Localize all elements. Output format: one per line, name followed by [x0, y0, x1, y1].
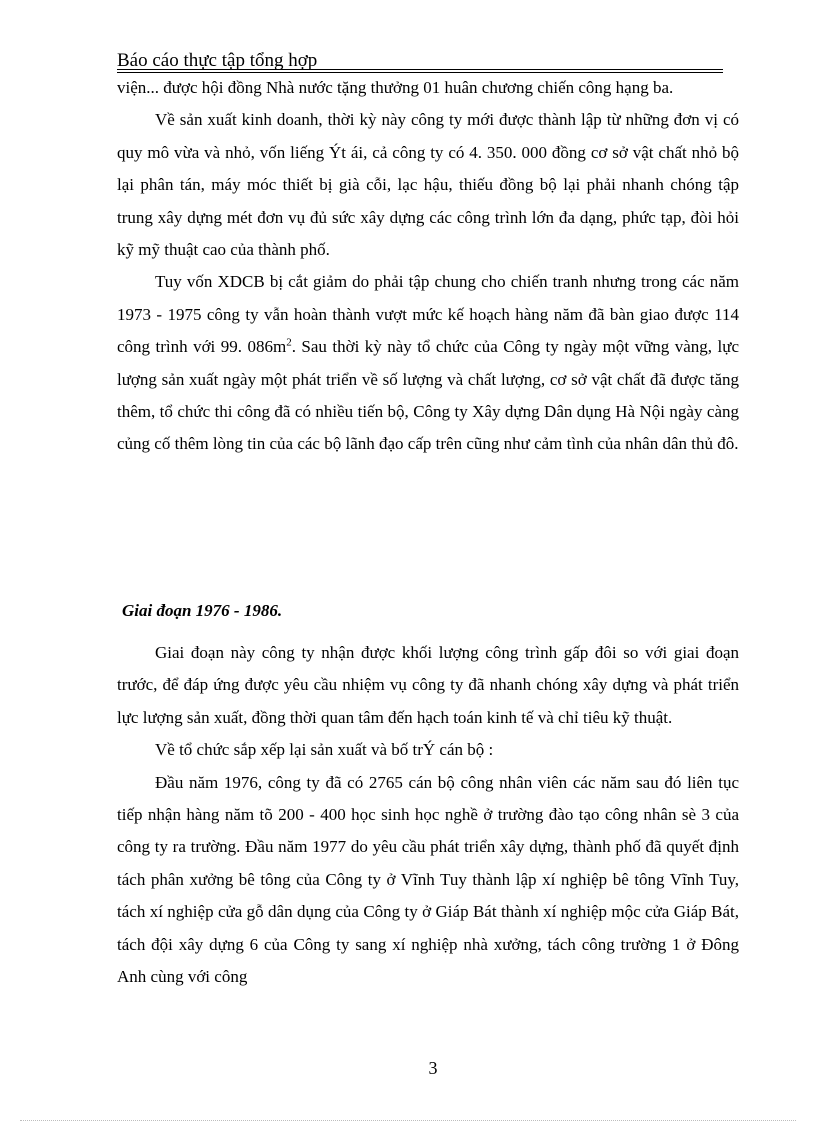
page-bottom-border — [20, 1120, 796, 1121]
paragraph-investment-part1: Tuy vốn XDCB bị cắt giảm do phải tập chung cho chiến tranh nhưng trong các năm 1973 - 1975 công ty vẫn hoàn thành vượt mức kế hoạch hàng năm đã bàn giao được 114 công trình với 99. 086m — [117, 272, 739, 357]
header-title: Báo cáo thực tập tổng hợp — [117, 50, 318, 71]
section-heading: Giai đoạn 1976 - 1986. — [122, 601, 283, 620]
superscript-two: 2 — [286, 336, 292, 349]
paragraph-1976: Đầu năm 1976, công ty đã có 2765 cán bộ công nhân viên các năm sau đó liên tục tiếp nhận hàng năm tõ 200 - 400 học sinh học nghề ở trường đào tạo công nhân sè 3 của công ty ra trường. Đầu năm 1977 do yêu cầu phát triển xây dựng, thành phố đã quyết định tách phân xưởng bê tông của Công ty ở Vĩnh Tuy thành lập xí nghiệp bê tông Vĩnh Tuy, tách xí nghiệp cửa gỗ dân dụng của Công ty ở Giáp Bát thành xí nghiệp mộc cửa Giáp Bát, tách đội xây dựng 6 của Công ty sang xí nghiệp nhà xưởng, tách công trường 1 ở Đông Anh cùng với công — [117, 772, 739, 987]
paragraph-investment — [117, 266, 739, 460]
body-text-top — [117, 72, 739, 461]
body-text-section — [117, 637, 739, 993]
paragraph-period-overview: Giai đoạn này công ty nhận được khối lượng công trình gấp đôi so với giai đoạn trước, để đáp ứng được yêu cầu nhiệm vụ công ty đã nhanh chóng xây dựng và phát triển lực lượng sản xuất, đồng thời quan tâm đến hạch toán kinh tế và chỉ tiêu kỹ thuật. — [117, 643, 739, 727]
paragraph-organization: Về tổ chức sắp xếp lại sản xuất và bố trÝ cán bộ : — [155, 740, 494, 760]
paragraph-continuation: viện... được hội đồng Nhà nước tặng thưởng 01 huân chương chiến công hạng ba. — [117, 78, 674, 97]
page-number: 3 — [428, 1058, 438, 1078]
page-header — [117, 50, 723, 74]
paragraph-investment-part2: . Sau thời kỳ này tổ chức của Công ty ngày một vững vàng, lực lượng sản xuất ngày một phát triển về số lượng và chất lượng, cơ sở vật chất đã được tăng thêm, tổ chức thi công đã có nhiều tiến bộ, Công ty Xây dựng Dân dụng Hà Nội ngày càng củng cố thêm lòng tin của các bộ lãnh đạo cấp trên cũng như cảm tình của nhân dân thủ đô. — [117, 337, 739, 454]
header-rule-top — [117, 69, 723, 70]
paragraph-production: Về sản xuất kinh doanh, thời kỳ này công ty mới được thành lập từ những đơn vị có quy mô vừa và nhỏ, vốn liếng Ýt ái, cả công ty có 4. 350. 000 đồng cơ sở vật chất nhỏ bộ lại phân tán, máy móc thiết bị già cỗi, lạc hậu, thiếu đồng bộ lại phải nhanh chóng tập trung xây dựng mét đơn vụ đủ sức xây dựng các công trình lớn đa dạng, phức tạp, đòi hỏi kỹ mỹ thuật cao của thành phố. — [117, 110, 739, 260]
